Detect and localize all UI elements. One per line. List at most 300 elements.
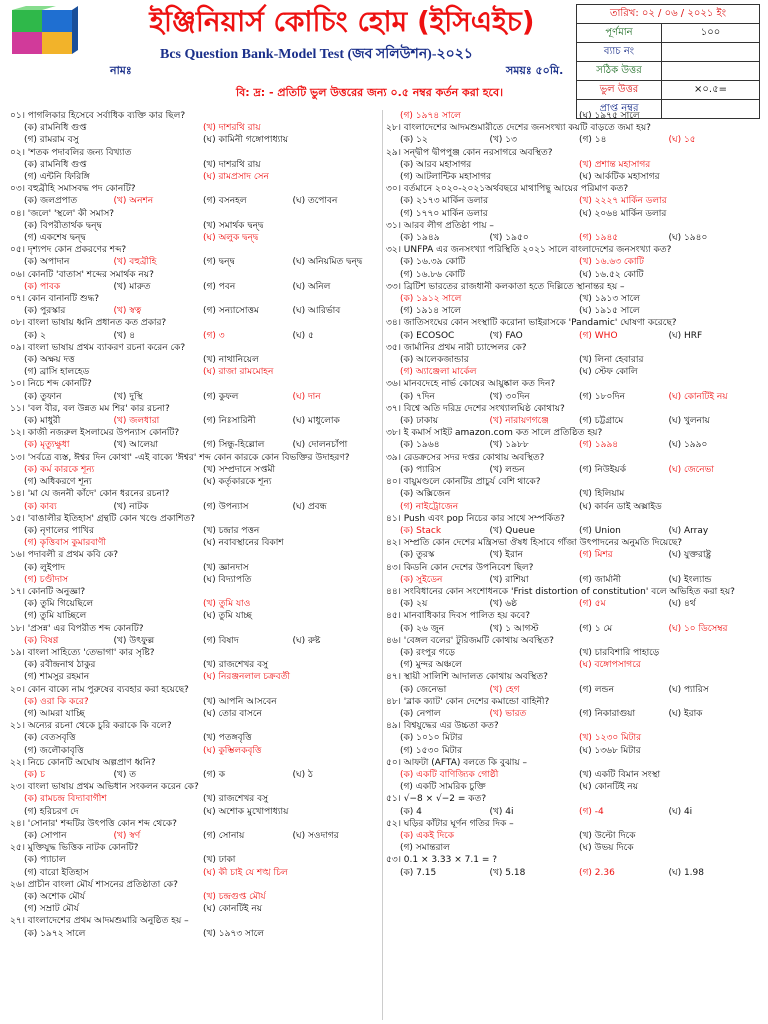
answer-option[interactable]: (গ) ১ মে: [579, 623, 613, 634]
correct-option[interactable]: (গ) 2.36: [579, 867, 615, 878]
answer-option[interactable]: (গ) সন্যাসোত্তম: [203, 306, 259, 317]
answer-option[interactable]: (ঘ) খুলনায়: [668, 416, 710, 427]
answer-option[interactable]: (ক) লুইপাদ: [24, 562, 66, 573]
answer-option[interactable]: (খ) ১৯৭৩ সালে: [203, 928, 264, 939]
answer-option[interactable]: (ঘ) HRF: [668, 330, 703, 341]
question-text: ২০। কোন বাক্যে নাম পুরুষের ব্যবহার করা হয়েছে?: [10, 684, 189, 695]
question-item: [10, 915, 382, 939]
correct-option[interactable]: (খ) চন্দ্রগুপ্ত মৌর্য: [203, 892, 266, 902]
correct-option[interactable]: (খ) নারায়ণগঞ্জে: [489, 416, 549, 427]
question-item: [386, 720, 758, 757]
question-text: ২৫। মুক্তিযুদ্ধ ভিত্তিক নাটক কোনটি?: [10, 843, 139, 854]
answer-option[interactable]: (গ) শামসুর রহমান: [24, 672, 90, 683]
question-item: [10, 586, 382, 623]
question-text: ২১। অন্যের রচনা থেকে চুরি করাকে কি বলে?: [10, 721, 172, 732]
question-text: ২৯। সন্দ্বীপ দ্বীপপুঞ্জ কোন নরসাগরে অবস্থিত?: [386, 147, 553, 158]
answer-option[interactable]: (খ) FAO: [489, 330, 523, 341]
answer-option[interactable]: (ঘ) ১৯১৫ সালে: [579, 306, 640, 317]
correct-option[interactable]: (ক) চ: [24, 769, 46, 780]
answer-option[interactable]: (ক) অক্ষয় দত্ত: [24, 355, 75, 366]
answer-option[interactable]: (গ) নিউইয়র্ক: [579, 464, 627, 475]
question-item: [386, 562, 758, 586]
correct-option[interactable]: (খ) হেগ: [489, 684, 520, 695]
answer-option[interactable]: (গ) সোনায়: [203, 830, 245, 841]
question-text: ১৫। 'বাঙালীর ইতিহাস' গ্রন্থটি কোন খণ্ডে প্রকাশিত?: [10, 513, 196, 524]
answer-option[interactable]: (খ) নাটক: [113, 501, 149, 512]
correct-option[interactable]: (খ) ২২২৭ মার্কিন ডলার: [579, 196, 667, 207]
answer-option[interactable]: (গ) সমান্তরাল: [400, 843, 450, 854]
question-item: [10, 781, 382, 818]
answer-option[interactable]: (ঘ) কার্বন ডাই অক্সাইড: [579, 501, 662, 512]
answer-option[interactable]: (ঘ) রুষ্ট: [292, 635, 321, 646]
answer-option[interactable]: (খ) ১৯৮৮: [489, 440, 529, 451]
answer-option[interactable]: (ক) ঢাকায়: [400, 416, 439, 427]
answer-option[interactable]: (গ) একটি সামরিক চুক্তি: [400, 782, 486, 793]
answer-option[interactable]: (খ) রাশিয়া: [489, 574, 529, 585]
correct-option[interactable]: (ক) কর্ম কারকে শূন্য: [24, 464, 95, 475]
question-text: ৪৪। সংবিধানের কোন সংশোধনকে 'Frist distortion of constitution' বলে অভিহিত করা হয়?: [386, 586, 735, 597]
question-item: [386, 220, 758, 244]
answer-option[interactable]: (গ) উপন্যাস: [203, 501, 249, 512]
answer-option[interactable]: (গ) জলৌকাবৃত্তি: [24, 745, 84, 756]
answer-option[interactable]: (ঘ) আরির্ভাব: [292, 306, 341, 317]
answer-option[interactable]: (খ) ৬ষ্ঠ: [489, 599, 518, 610]
question-item: [386, 244, 758, 281]
answer-option[interactable]: (গ) বারো ইতিহাস: [24, 867, 89, 878]
answer-option[interactable]: (গ) ক: [203, 769, 226, 780]
answer-option[interactable]: (ঘ) সওদাগর: [292, 830, 339, 841]
answer-option[interactable]: (খ) ১৯১৩ সালে: [579, 294, 640, 305]
question-text: ৩৬। মানবদেহে নার্ভ কোষের আয়ুষ্কাল কত দিন?: [386, 379, 556, 390]
correct-option[interactable]: (ঘ) ১৫: [668, 135, 696, 146]
answer-option[interactable]: (ক) নৃণালের পাখির: [24, 525, 94, 536]
logo-icon: [6, 6, 102, 62]
answer-option[interactable]: (খ) 5.18: [489, 867, 526, 878]
answer-option[interactable]: (গ) এন্টনি ফিরিঙ্গি: [24, 172, 90, 183]
correct-option[interactable]: (ক) মৃত্যুক্ষুধা: [24, 440, 70, 451]
question-item: [386, 757, 758, 794]
question-text: ৩৯। রেডক্রসের সদর দপ্তর কোথায় অবস্থিত?: [386, 452, 545, 463]
correct-option[interactable]: (খ) ১২৩০ মিটার: [579, 733, 642, 744]
answer-option[interactable]: (ঘ) নবাবস্থানের বিকাশ: [203, 538, 284, 549]
answer-option[interactable]: (খ) ঢাকা: [203, 855, 236, 866]
correct-option[interactable]: (ঘ) অলুক দ্বন্দ্ব: [203, 233, 259, 244]
page-subtitle: Bcs Question Bank-Model Test (জব সলিউশন)-২০২১: [160, 47, 473, 62]
answer-option[interactable]: (গ) বিষাদ: [203, 635, 239, 646]
question-text: ২৮। বাংলাদেশের আদমশুমারীতে দেশের জনসংখ্যা কয়টি বাড়তে জমা হয়?: [386, 123, 651, 134]
answer-option[interactable]: (ক) অপাদান: [24, 257, 70, 268]
answer-option[interactable]: (গ) ১৭৭০ মার্কিন ডলার: [400, 208, 488, 219]
answer-option[interactable]: (গ) সম্রাট মৌর্য: [24, 904, 79, 915]
correct-option[interactable]: (গ) ১৯৪৫: [579, 233, 619, 244]
answer-option[interactable]: (ঘ) অনিয়মিত দ্বন্দ্ব: [292, 257, 363, 268]
correct-option[interactable]: (ঘ) জেনেভা: [668, 464, 714, 475]
batch-label: ব্যাচ নং: [577, 43, 662, 62]
answer-option[interactable]: (ঘ) মাধুলোক: [292, 416, 340, 427]
answer-option[interactable]: (খ) রাজশেখর বসু: [203, 794, 269, 805]
correct-option[interactable]: (খ) অনশন: [113, 196, 154, 207]
notice-text: বি: দ্র: - প্রতিটি ভুল উত্তরের জন্য ০.৫ নম্বর কর্তন করা হবে।: [236, 86, 504, 99]
answer-option[interactable]: (গ) জার্মানী: [579, 574, 621, 585]
answer-option[interactable]: (ঘ) ইরাক: [668, 708, 703, 719]
question-text: ১৬। পদাবলী র প্রথম কবি কে?: [10, 550, 119, 561]
answer-option[interactable]: (খ) দুস্থি: [113, 391, 143, 402]
answer-option[interactable]: (খ) ১ আগস্ট: [489, 623, 539, 634]
wrong-label: ভুল উত্তর: [577, 81, 662, 100]
answer-option[interactable]: (ক) অশোক মৌর্য: [24, 892, 86, 902]
question-item: [10, 549, 382, 586]
answer-option[interactable]: (ক) রামনিধি গুপ্ত: [24, 159, 87, 170]
answer-option[interactable]: (খ) লন্ডন: [489, 464, 525, 475]
question-text: ৪৭। স্থায়ী সালিশি আদালত কোথায় অবস্থিত?: [386, 672, 548, 683]
correct-option[interactable]: (গ) মিশর: [579, 550, 613, 561]
correct-option[interactable]: (খ) দাশরথি রায়: [203, 123, 261, 134]
answer-option[interactable]: (খ) উৎফুল্ল: [113, 635, 155, 646]
answer-option[interactable]: (ক) রবীন্দ্রনাথ ঠাকুর: [24, 660, 96, 671]
question-text: ১৩। 'সর্বত্রে ব্যস্ত, ঈশ্বর দিন কোথা' -এই বাক্যে 'ঈশ্বর' শব্দ কোন কারকে কোন বিভক্তির উদাহরণ?: [10, 452, 350, 463]
page-title: ইঞ্জিনিয়ার্স কোচিং হোম (ইসিএইচ): [149, 5, 535, 38]
correct-option[interactable]: (ঘ) ১০ ডিসেম্বর: [668, 623, 728, 634]
answer-option[interactable]: (ক) পুরস্কার: [24, 306, 66, 317]
answer-option[interactable]: (গ) ১৫৩০ মিটার: [400, 745, 463, 756]
answer-option[interactable]: (ক) তুফান: [24, 391, 62, 402]
answer-option[interactable]: (গ) অধিকরণে শূন্য: [24, 477, 92, 488]
answer-option[interactable]: (গ) ব্রাসি হালহেড: [24, 367, 90, 378]
question-item: [386, 635, 758, 672]
answer-option[interactable]: (ক) জলপ্রপাত: [24, 196, 78, 207]
answer-option[interactable]: (ক) প্যারিস: [400, 464, 441, 475]
answer-option[interactable]: (খ) আপনি আসবেন: [203, 696, 277, 707]
answer-option[interactable]: (খ) পতঙ্গবৃত্তি: [203, 733, 252, 744]
answer-option[interactable]: (ঘ) কামিনী গঙ্গোপাধ্যায়: [203, 135, 289, 146]
question-item: [10, 403, 382, 427]
answer-option[interactable]: (ঘ) ১৯৭৫ সালে: [579, 111, 640, 121]
question-text: ৪৮। 'ব্লাক ক্যাট' কোন দেশের কমান্ডো বাহিনী?: [386, 696, 550, 707]
answer-option[interactable]: (ঘ) ১৯৯০: [668, 440, 708, 451]
correct-option[interactable]: (ঘ) বঙ্গোপসাগরে: [579, 660, 641, 671]
answer-option[interactable]: (গ) কুফল: [203, 391, 239, 402]
correct-option[interactable]: (ক) ১৯১২ সালে: [400, 294, 462, 305]
question-item: [386, 671, 758, 695]
question-text: ৪৩। কিডনি কোন দেশের উপনিবেশ ছিল?: [386, 562, 534, 573]
correct-option[interactable]: (ক) একটি বাণিজ্যিক গোষ্ঠী: [400, 769, 499, 780]
correct-option[interactable]: (ক) একই দিকে: [400, 830, 455, 841]
correct-option[interactable]: (ঘ) কুম্ভিলকবৃত্তি: [203, 745, 262, 756]
answer-option[interactable]: (ঘ) ১৬.৫২ কোটি: [579, 269, 644, 280]
question-text: ৪১। Push এবং pop নিচের কার সাথে সম্পর্কিত?: [386, 513, 565, 524]
answer-option[interactable]: (খ) হিলিয়াম: [579, 489, 625, 500]
answer-option[interactable]: (ক) সোপান: [24, 830, 67, 841]
answer-option[interactable]: (গ) হরিচরণ দে: [24, 806, 79, 817]
answer-option[interactable]: (খ) ত: [113, 769, 137, 780]
answer-option[interactable]: (ক) নেপাল: [400, 708, 441, 719]
batch-value[interactable]: [662, 43, 760, 62]
correct-option[interactable]: (ক) ওরা কি করে?: [24, 696, 89, 707]
answer-option[interactable]: (ঘ) কোনটিই নয়: [579, 782, 639, 793]
answer-option[interactable]: (খ) ইরান: [489, 550, 523, 561]
correct-option[interactable]: (গ) ৫ম: [579, 599, 606, 610]
answer-option[interactable]: (ঘ) তোর বাসনে: [203, 708, 262, 719]
correct-option[interactable]: (খ) বহুব্রীহি: [113, 257, 157, 268]
answer-option[interactable]: (ক) 4: [400, 806, 422, 817]
answer-option[interactable]: (খ) ১৯৫০: [489, 233, 529, 244]
correct-option[interactable]: (খ) ১৬.৬৩ কোটি: [579, 257, 644, 268]
correct-option[interactable]: (গ) কৃত্তিবাস কুমারবাণী: [24, 538, 107, 549]
answer-option[interactable]: (ঘ) তপোবন: [292, 196, 338, 207]
question-text: ০৩। বহুব্রীহি সমাসবদ্ধ পদ কোনটি?: [10, 184, 136, 195]
answer-option[interactable]: (ঘ) ২০৬৪ মার্কিন ডলার: [579, 208, 667, 219]
question-text: ২৪। 'সোনার' শব্দটির উৎপত্তি কোন শব্দ থেকে?: [10, 818, 177, 829]
answer-option[interactable]: (খ) জ্ঞানদাস: [203, 562, 249, 573]
answer-option[interactable]: (ঘ) 4i: [668, 806, 693, 817]
correct-option[interactable]: (গ) WHO: [579, 330, 618, 341]
score-table: [576, 4, 760, 119]
question-item: [10, 293, 382, 317]
answer-option[interactable]: (ক) ১২: [400, 135, 428, 146]
correct-option[interactable]: (গ) চণ্ডীদাস: [24, 574, 69, 585]
answer-option[interactable]: (খ) লিনা হেবারার: [579, 355, 644, 366]
question-item: [386, 696, 758, 720]
answer-option[interactable]: (ঘ) আর্কটিক মহাসাগর: [579, 172, 660, 183]
correct-option[interactable]: (খ) স্বত্ব: [113, 306, 142, 317]
question-text: ০৭। কোন বানানটি শুদ্ধ?: [10, 294, 100, 305]
correct-option[interactable]: (ক) পাবক: [24, 281, 61, 292]
question-item: [10, 378, 382, 402]
correct-option[interactable]: (ঘ) নিরঞ্জনলাল চক্রবর্তী: [203, 672, 291, 683]
answer-option[interactable]: (খ) Queue: [489, 525, 535, 536]
answer-option[interactable]: (ঘ) অশোক মুখোপাধ্যায়: [203, 806, 289, 817]
answer-option[interactable]: (গ) ১৯১৪ সালে: [400, 306, 461, 317]
answer-option[interactable]: (ঘ) ৪র্থ: [668, 599, 696, 610]
answer-option[interactable]: (ক) তুমি গিয়েছিলে: [24, 599, 94, 610]
answer-option[interactable]: (গ) বসনহল: [203, 196, 247, 207]
answer-option[interactable]: (ক) জেনেভা: [400, 684, 447, 695]
correct-label: সঠিক উত্তর: [577, 62, 662, 81]
answer-option[interactable]: (খ) আলেয়া: [113, 440, 159, 451]
name-label: নামঃ: [110, 64, 132, 77]
answer-option[interactable]: (ক) ২য়: [400, 599, 428, 610]
question-item: [10, 818, 382, 842]
answer-option[interactable]: (গ) লন্ডন: [579, 684, 615, 695]
correct-option[interactable]: (ঘ) রাজা রামমোহন: [203, 367, 274, 378]
answer-option[interactable]: (গ) নিঃসারিনী: [203, 416, 256, 427]
answer-option[interactable]: (ঘ) তুমি যাচ্ছ: [203, 611, 252, 622]
answer-option[interactable]: (ক) ১৯৪৯: [400, 233, 440, 244]
answer-option[interactable]: (ক) আরব মহাসাগর: [400, 159, 472, 170]
answer-option[interactable]: (ঘ) কোনটিই নয়: [203, 904, 263, 915]
answer-option[interactable]: (খ) দাশরথি রায়: [203, 159, 261, 170]
answer-option[interactable]: (ঘ) বিদ্যাপতি: [203, 574, 252, 585]
answer-option[interactable]: (ক) বিপরীতার্থক দ্বন্দ্ব: [24, 220, 102, 231]
answer-option[interactable]: (খ) চন্দ্রার পত্তন: [203, 525, 260, 536]
question-text: ৩১। আরব লীগ প্রতিষ্ঠা পায় –: [386, 220, 494, 231]
answer-option[interactable]: (গ) নিকারাগুয়া: [579, 708, 636, 719]
answer-option[interactable]: (ক) ১৯৬৪: [400, 440, 440, 451]
answer-option[interactable]: (ক) প্যাচাল: [24, 855, 66, 866]
correct-option[interactable]: (গ) -4: [579, 806, 604, 817]
answer-option[interactable]: (খ) 4i: [489, 806, 514, 817]
question-text: ৪২। সম্প্রতি কোন দেশের মন্ত্রিসভা ঔষধ হিসাবে গাঁজা উৎপাদনের অনুমতি দিয়েছে?: [386, 538, 683, 549]
left-question-column: [10, 110, 382, 940]
question-item: [386, 403, 758, 427]
correct-value[interactable]: [662, 62, 760, 81]
answer-option[interactable]: (গ) দ্বন্দ্ব: [203, 257, 235, 268]
correct-option[interactable]: (ঘ) কোনটিই নয়: [668, 391, 728, 402]
question-text: ৩৭। বিশ্বে অতি দরিদ্র দেশের সংখ্যালঘিষ্ঠ কোথায়?: [386, 403, 565, 414]
time-label: সময়ঃ ৫০মি.: [506, 64, 564, 77]
question-text: ১২। কাজী নজরুল ইসলামের উপন্যাস কোনটি?: [10, 428, 180, 439]
answer-option[interactable]: (গ) ১৪: [579, 135, 607, 146]
answer-option[interactable]: (খ) সম্প্রদানে সপ্তমী: [203, 464, 276, 475]
answer-option[interactable]: (ঘ) অনিল: [292, 281, 331, 292]
question-item: [10, 110, 382, 147]
correct-option[interactable]: (গ) ৩: [203, 330, 225, 341]
question-item: [386, 122, 758, 146]
answer-option[interactable]: (গ) তুমি যাচ্ছিলে: [24, 611, 87, 622]
question-item: [10, 147, 382, 184]
correct-option[interactable]: (গ) ১৯৭৪ সালে: [400, 111, 461, 121]
question-text: ০৮। বাংলা ভাষায় ধ্বনি প্রধানত কত প্রকার?: [10, 318, 167, 329]
answer-option[interactable]: (ঘ) দোলনচাঁপা: [292, 440, 348, 451]
correct-option[interactable]: (গ) ১৯৯৪: [579, 440, 619, 451]
question-text: ৩৫। জার্মানির প্রথম নারী চ্যান্সেলর কে?: [386, 342, 527, 353]
correct-option[interactable]: (ক) রামচন্দ্র বিদ্যাবাগীশ: [24, 794, 107, 805]
question-item: [10, 647, 382, 684]
answer-option[interactable]: (ঘ) ১৩৬৮ মিটার: [579, 745, 641, 756]
answer-option[interactable]: (ক) রংপুর গড়ে: [400, 647, 455, 658]
question-text: ১৭। কোনটি অনুজ্ঞা?: [10, 586, 86, 597]
question-item: [386, 317, 758, 341]
answer-option[interactable]: (খ) নাথানিয়েল: [203, 355, 259, 366]
answer-option[interactable]: (খ) চারবিশারি পাহাড়ে: [579, 647, 660, 658]
question-item: [386, 183, 758, 220]
answer-option[interactable]: (খ) ১৩: [489, 135, 517, 146]
question-text: ৫০। আফটা (AFTA) বলতে কি বুঝায় –: [386, 757, 528, 768]
correct-option[interactable]: (ঘ) কী চাই যে শঙ্খ চিল: [203, 867, 288, 878]
question-item: [386, 854, 758, 878]
answer-option[interactable]: (ঘ) প্রবন্ধ: [292, 501, 327, 512]
answer-option[interactable]: (ক) আলেকজান্ডার: [400, 355, 469, 366]
question-item: [10, 488, 382, 512]
answer-option[interactable]: (গ) ১৬.৮৬ কোটি: [400, 269, 465, 280]
answer-option[interactable]: (ঘ) প্যারিস: [668, 684, 709, 695]
correct-option[interactable]: (গ) অ্যাঞ্জেলা মার্কেল: [400, 367, 477, 378]
question-text: ০৪। 'জলে' 'স্থলে' কী সমাস?: [10, 208, 115, 219]
answer-option[interactable]: (গ) সিন্ধু-হিল্লোল: [203, 440, 265, 451]
correct-option[interactable]: (খ) প্রশান্ত মহাসাগর: [579, 159, 651, 170]
question-item: [386, 537, 758, 561]
answer-option[interactable]: (ক) ২: [24, 330, 47, 341]
answer-option[interactable]: (ঘ) কর্তৃকারকে শূন্য: [203, 477, 272, 488]
question-item: [386, 452, 758, 476]
answer-option[interactable]: (ঘ) ঠ: [292, 769, 313, 780]
answer-option[interactable]: (খ) রাজশেখর বসু: [203, 660, 269, 671]
answer-option[interactable]: (খ) মারুত: [113, 281, 151, 292]
correct-option[interactable]: (খ) তুমি যাও: [203, 599, 251, 610]
question-text: ১৯। বাংলা সাহিত্যে 'তেভাগা' কার সৃষ্টি?: [10, 647, 155, 658]
answer-option[interactable]: (ঘ) স্টেফ কোলি: [579, 367, 638, 378]
question-item: [10, 183, 382, 207]
answer-option[interactable]: (ক) তুরস্ক: [400, 550, 435, 561]
question-item: [386, 610, 758, 634]
answer-option[interactable]: (ঘ) ৫: [292, 330, 314, 341]
correct-option[interactable]: (ঘ) রামপ্রসাদ সেন: [203, 172, 269, 183]
correct-option[interactable]: (খ) জলধারা: [113, 416, 160, 427]
question-text: ৪৬। 'বেঙ্গল বলের' টুরিজমটি কোথায় অবস্থিত?: [386, 635, 554, 646]
answer-option[interactable]: (খ) ৩০দিন: [489, 391, 530, 402]
answer-option[interactable]: (ক) ১৬.৩৯ কোটি: [400, 257, 466, 268]
answer-option[interactable]: (ক) মাধুরী: [24, 416, 61, 427]
question-item: [386, 586, 758, 610]
correct-option[interactable]: (ক) Stack: [400, 525, 442, 536]
question-text: ২৬। প্রাচীন বাংলা মৌর্য শাসনের প্রতিষ্ঠাতা কে?: [10, 879, 178, 890]
wrong-value[interactable]: ×০.৫=: [662, 81, 760, 100]
answer-option[interactable]: (গ) রামরাম বসু: [24, 135, 79, 146]
correct-option[interactable]: (খ) স্বর্ণ: [113, 830, 141, 841]
answer-option[interactable]: (গ) আমরা যাচ্ছি: [24, 708, 85, 719]
question-text: ২২। নিচে কোনটি অঘোষ অল্পপ্রাণ ধ্বনি?: [10, 757, 156, 768]
answer-option[interactable]: (গ) একশেষ দ্বন্দ্ব: [24, 233, 86, 244]
answer-option[interactable]: (ক) ২১৭৩ মার্কিন ডলার: [400, 196, 489, 207]
answer-option[interactable]: (খ) উল্টো দিকে: [579, 830, 636, 841]
answer-option[interactable]: (ক) ১০১০ মিটার: [400, 733, 463, 744]
answer-option[interactable]: (খ) একটি বিমান সংস্থা: [579, 769, 661, 780]
answer-option[interactable]: (গ) চট্টগ্রামে: [579, 416, 624, 427]
correct-option[interactable]: (ঘ) দান: [292, 391, 321, 402]
question-text: ৩০। বর্তমানে ২০২০-২০২১অর্থবছরে মাথাপিছু আয়ের পরিমাণ কত?: [386, 184, 629, 195]
answer-option[interactable]: (ঘ) Array: [668, 525, 709, 536]
correct-option[interactable]: (ক) কাব্য: [24, 501, 57, 512]
answer-option[interactable]: (ক) 7.15: [400, 867, 437, 878]
answer-option[interactable]: (খ) সমার্থক দ্বন্দ্ব: [203, 220, 264, 231]
answer-option[interactable]: (গ) আটলান্টিক মহাসাগর: [400, 172, 492, 183]
answer-option[interactable]: (ঘ) উভয় দিকে: [579, 843, 634, 854]
answer-option[interactable]: (গ) ১৮০দিন: [579, 391, 625, 402]
question-item: [10, 879, 382, 916]
question-text: ৪৫। মানবাধিকার দিবস পালিত হয় কবে?: [386, 611, 531, 622]
answer-option[interactable]: (গ) Union: [579, 525, 621, 536]
answer-option[interactable]: (ক) ECOSOC: [400, 330, 455, 341]
full-marks-value: ১০০: [662, 24, 760, 43]
answer-option[interactable]: (ক) অক্সিজেন: [400, 489, 451, 500]
question-text: ১১। 'বল বীর, বল উন্নত মম শির' কার রচনা?: [10, 403, 170, 414]
question-item: [386, 147, 758, 184]
answer-option[interactable]: (খ) ৪: [113, 330, 136, 341]
answer-option[interactable]: (ক) বেতসবৃত্তি: [24, 733, 76, 744]
answer-option[interactable]: (ক) রামনিধি গুপ্ত: [24, 123, 87, 134]
question-text: ০১। পাগলিকার হিসেবে সর্বাধিক ব্যক্তি কার ছিল?: [10, 111, 186, 121]
answer-option[interactable]: (ক) ৭দিন: [400, 391, 435, 402]
correct-option[interactable]: (ক) সুইডেন: [400, 574, 443, 585]
answer-option[interactable]: (ঘ) ইংল্যান্ড: [668, 574, 712, 585]
answer-option[interactable]: (ক) ২৬ জুন: [400, 623, 445, 634]
correct-option[interactable]: (ক) বিষণ্ণ: [24, 635, 59, 646]
answer-option[interactable]: (ঘ) 1.98: [668, 867, 704, 878]
answer-option[interactable]: (ঘ) ১৯৪০: [668, 233, 708, 244]
correct-option[interactable]: (গ) নাইট্রোজেন: [400, 501, 459, 512]
answer-option[interactable]: (ঘ) যুক্তরাষ্ট্র: [668, 550, 712, 561]
answer-option[interactable]: (গ) পবন: [203, 281, 236, 292]
answer-option[interactable]: (গ) মুন্দর অঞ্চলে: [400, 660, 462, 671]
correct-option[interactable]: (খ) ভারত: [489, 708, 527, 719]
question-text: ০৯। বাংলা ভাষায় প্রথম ব্যাকরণ রচনা করেন কে?: [10, 342, 186, 353]
question-item: [10, 427, 382, 451]
question-item: [386, 427, 758, 451]
answer-option[interactable]: (ক) ১৯৭২ সালে: [24, 928, 86, 939]
right-question-column: [386, 110, 758, 879]
question-item: [386, 476, 758, 513]
question-item: [386, 793, 758, 817]
